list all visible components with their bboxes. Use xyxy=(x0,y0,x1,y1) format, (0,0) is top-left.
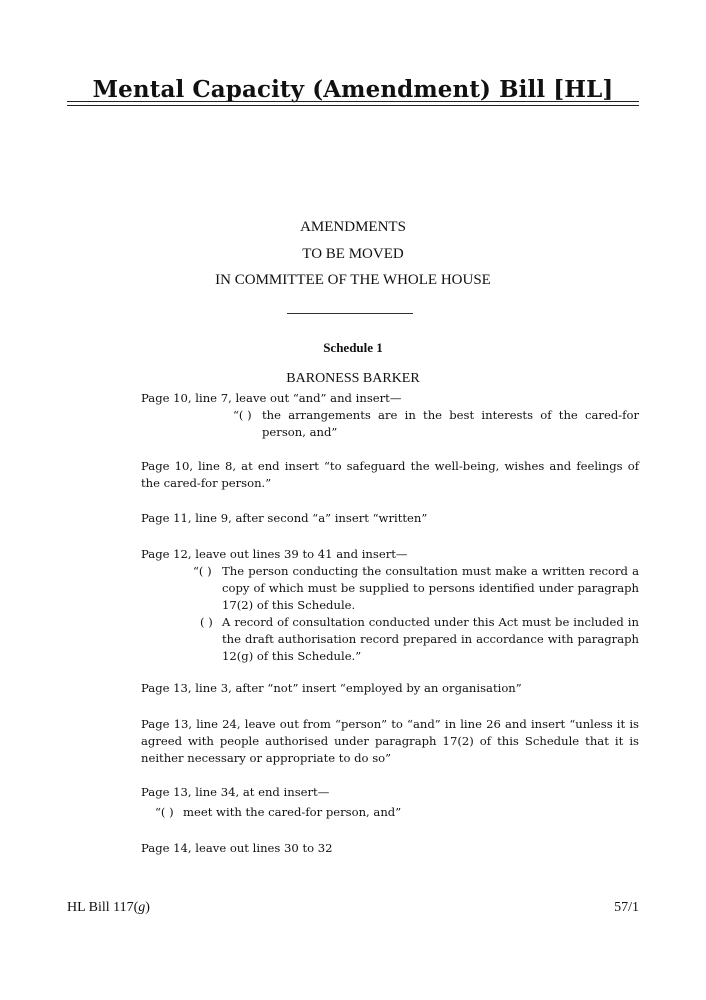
amendment-1-instruction: Page 10, line 7, leave out “and” and insert— xyxy=(141,391,402,405)
schedule-heading: Schedule 1 xyxy=(323,340,383,355)
bill-reference-prefix: HL Bill 117( xyxy=(67,900,139,915)
title-rule-lower xyxy=(67,105,639,106)
amendment-4-instruction: Page 12, leave out lines 39 to 41 and insert— xyxy=(141,547,408,561)
amendment-7-insert-marker: “( ) xyxy=(155,805,174,819)
page-reference: 57/1 xyxy=(614,900,639,915)
amendment-4-insert-2-marker: ( ) xyxy=(200,615,213,629)
amendment-7-insert-text: meet with the cared-for person, and” xyxy=(183,805,402,819)
section-divider xyxy=(287,313,413,314)
amendment-2-instruction: Page 10, line 8, at end insert “to safeguard the well-being, wishes and feelings of the cared-for person.” xyxy=(141,459,639,490)
title-rule-upper xyxy=(67,101,639,102)
amendment-4-insert-1-text: The person conducting the consultation must make a written record a copy of which must be supplied to persons identified under paragraph 17(2) of this Schedule. xyxy=(222,564,639,612)
amendment-3-instruction: Page 11, line 9, after second “a” insert “written” xyxy=(141,511,428,525)
intro-line-amendments: AMENDMENTS xyxy=(300,219,406,235)
bill-reference-letter: g xyxy=(138,900,146,915)
amendment-7-instruction: Page 13, line 34, at end insert— xyxy=(141,785,330,799)
amendment-4-insert-1-marker: “( ) xyxy=(193,564,212,578)
amendment-6-instruction: Page 13, line 24, leave out from “person” to “and” in line 26 and insert “unless it is agreed with people authorised under paragraph 17(2) of this Schedule that it is neither necessary or appropriate to do so” xyxy=(141,717,639,765)
amendment-4-insert-2-text: A record of consultation conducted under this Act must be included in the draft authorisation record prepared in accordance with paragraph 12(g) of this Schedule.” xyxy=(222,615,639,663)
mover-name: BARONESS BARKER xyxy=(286,371,420,386)
amendment-8-instruction: Page 14, leave out lines 30 to 32 xyxy=(141,841,333,855)
intro-line-to-be-moved: TO BE MOVED xyxy=(302,246,404,262)
amendment-1-insert-text: the arrangements are in the best interests of the cared-for person, and” xyxy=(262,408,639,439)
intro-line-committee: IN COMMITTEE OF THE WHOLE HOUSE xyxy=(215,272,491,288)
amendment-1-insert-marker: “( ) xyxy=(233,408,252,422)
amendment-5-instruction: Page 13, line 3, after “not” insert “employed by an organisation” xyxy=(141,681,522,695)
bill-reference xyxy=(67,900,150,916)
document-title: Mental Capacity (Amendment) Bill [HL] xyxy=(92,76,614,103)
bill-reference-suffix: ) xyxy=(145,900,150,915)
